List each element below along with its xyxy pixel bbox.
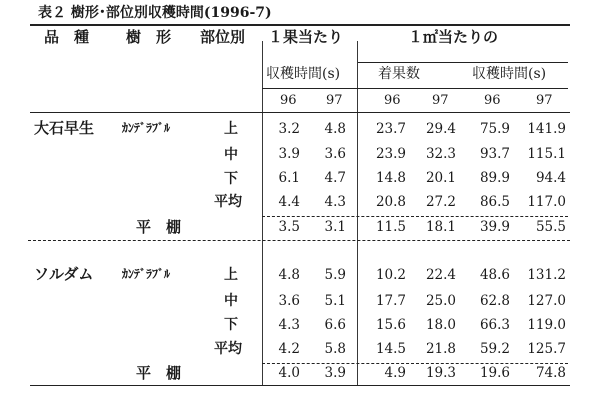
header-shape: 樹 形 <box>126 28 172 46</box>
shape-label: ｶﾝﾃﾞﾗﾌﾞﾙ <box>122 121 171 135</box>
part-label: 平均 <box>214 341 242 357</box>
shape-label: ｶﾝﾃﾞﾗﾌﾞﾙ <box>122 267 171 281</box>
value-cell: 4.8 <box>324 121 346 137</box>
part-label: 上 <box>224 267 238 283</box>
value-cell: 32.3 <box>425 146 456 162</box>
year-col-2: 97 <box>326 93 343 108</box>
value-cell: 27.2 <box>425 194 456 210</box>
value-cell: 3.6 <box>278 293 300 309</box>
value-cell: 62.8 <box>479 293 510 309</box>
value-cell: 59.2 <box>479 341 510 357</box>
part-label: 上 <box>224 121 238 137</box>
value-cell: 117.0 <box>527 194 566 210</box>
value-cell: 131.2 <box>527 267 566 283</box>
value-cell: 4.4 <box>278 194 300 210</box>
value-cell: 48.6 <box>479 267 510 283</box>
flat-label: 平 棚 <box>136 364 182 382</box>
value-cell: 4.8 <box>278 267 300 283</box>
value-cell: 141.9 <box>527 121 566 137</box>
part-label: 平均 <box>214 194 242 210</box>
bottom-rule <box>30 385 570 386</box>
header-variety: 品 種 <box>44 28 90 46</box>
flat-value-cell: 39.9 <box>479 219 510 235</box>
value-cell: 94.4 <box>535 170 566 186</box>
variety-label: ソルダム <box>34 265 94 283</box>
dash-rule-g2-avg <box>262 363 568 364</box>
table-title: 表２ 樹形･部位別収穫時間(1996-7) <box>38 5 272 21</box>
value-cell: 6.6 <box>324 317 346 333</box>
value-cell: 5.1 <box>324 293 346 309</box>
year-col-4: 97 <box>432 93 449 108</box>
value-cell: 22.4 <box>425 267 456 283</box>
value-cell: 25.0 <box>425 293 456 309</box>
part-label: 中 <box>224 293 238 309</box>
value-cell: 21.8 <box>425 341 456 357</box>
value-cell: 4.2 <box>278 341 300 357</box>
flat-value-cell: 3.1 <box>324 219 346 235</box>
value-cell: 14.8 <box>375 170 406 186</box>
year-col-1: 96 <box>280 93 297 108</box>
value-cell: 3.2 <box>278 121 300 137</box>
value-cell: 75.9 <box>479 121 510 137</box>
value-cell: 6.1 <box>278 170 300 186</box>
value-cell: 15.6 <box>375 317 406 333</box>
value-cell: 86.5 <box>479 194 510 210</box>
value-cell: 5.9 <box>324 267 346 283</box>
value-cell: 4.3 <box>278 317 300 333</box>
header-part: 部位別 <box>200 28 246 46</box>
flat-value-cell: 4.9 <box>384 365 406 381</box>
top-rule <box>30 24 570 26</box>
year-col-6: 97 <box>536 93 553 108</box>
vertical-rule-2 <box>357 41 358 385</box>
value-cell: 3.6 <box>324 146 346 162</box>
value-cell: 4.7 <box>324 170 346 186</box>
year-col-3: 96 <box>384 93 401 108</box>
dash-rule-g1-avg <box>262 216 568 217</box>
flat-value-cell: 11.5 <box>375 219 406 235</box>
value-cell: 23.7 <box>375 121 406 137</box>
header-per-m2-time: 収穫時間(s) <box>472 66 547 82</box>
value-cell: 66.3 <box>479 317 510 333</box>
header-per-m2: １㎡当たりの <box>408 28 499 46</box>
flat-value-cell: 4.0 <box>278 365 300 381</box>
per-m2-under-rule <box>358 62 568 63</box>
flat-value-cell: 19.6 <box>479 365 510 381</box>
value-cell: 119.0 <box>527 317 566 333</box>
value-cell: 23.9 <box>375 146 406 162</box>
value-cell: 29.4 <box>425 121 456 137</box>
value-cell: 17.7 <box>375 293 406 309</box>
header-rule-mid <box>262 88 568 89</box>
value-cell: 93.7 <box>479 146 510 162</box>
value-cell: 5.8 <box>324 341 346 357</box>
header-per-fruit: １果当たり <box>268 28 344 46</box>
part-label: 中 <box>224 147 238 163</box>
value-cell: 115.1 <box>527 146 566 162</box>
value-cell: 4.3 <box>324 194 346 210</box>
header-rule-bottom <box>30 112 570 113</box>
value-cell: 20.8 <box>375 194 406 210</box>
value-cell: 89.9 <box>479 170 510 186</box>
flat-value-cell: 74.8 <box>535 365 566 381</box>
flat-value-cell: 3.9 <box>324 365 346 381</box>
variety-label: 大石早生 <box>34 119 95 137</box>
value-cell: 127.0 <box>527 293 566 309</box>
value-cell: 14.5 <box>375 341 406 357</box>
header-per-fruit-time: 収穫時間(s) <box>266 66 341 82</box>
flat-label: 平 棚 <box>136 218 182 236</box>
dash-rule-g1-end <box>28 240 570 241</box>
part-label: 下 <box>224 171 238 187</box>
flat-value-cell: 3.5 <box>278 219 300 235</box>
part-label: 下 <box>224 317 238 333</box>
header-fruit-count: 着果数 <box>378 66 420 82</box>
year-col-5: 96 <box>484 93 501 108</box>
value-cell: 10.2 <box>375 267 406 283</box>
value-cell: 18.0 <box>425 317 456 333</box>
value-cell: 20.1 <box>425 170 456 186</box>
flat-value-cell: 18.1 <box>425 219 456 235</box>
flat-value-cell: 55.5 <box>535 219 566 235</box>
flat-value-cell: 19.3 <box>425 365 456 381</box>
value-cell: 125.7 <box>527 341 566 357</box>
vertical-rule-1 <box>262 41 263 385</box>
value-cell: 3.9 <box>278 146 300 162</box>
